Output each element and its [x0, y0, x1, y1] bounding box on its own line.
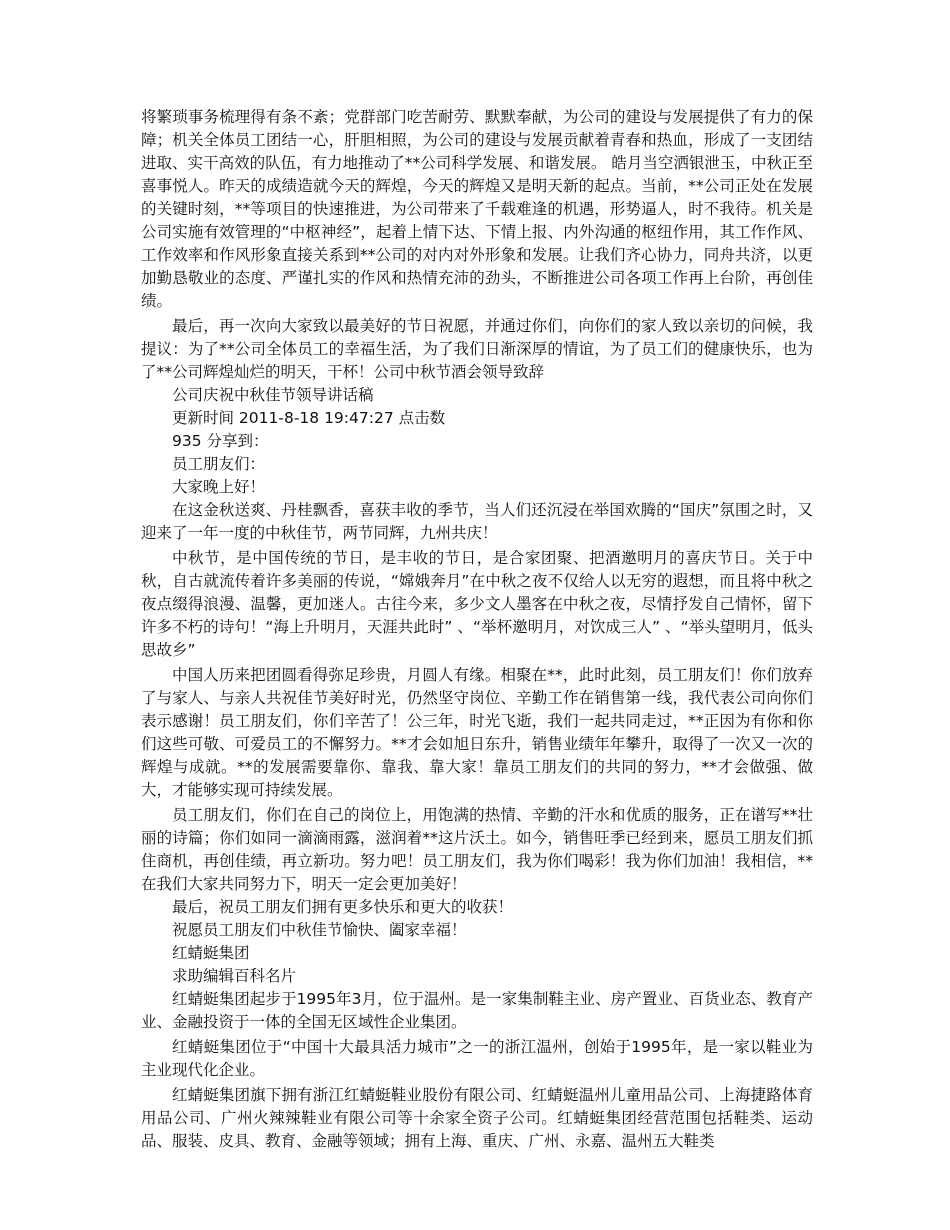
- share-line: 935 分享到：: [172, 432, 269, 450]
- speech-title: 公司庆祝中秋佳节领导讲话稿: [172, 386, 374, 404]
- greeting: 大家晚上好！: [172, 478, 266, 496]
- paragraph-blessing: 祝愿员工朋友们中秋佳节愉快、阖家幸福！: [172, 921, 467, 939]
- update-time: 更新时间 2011-8-18 19:47:27 点击数: [172, 409, 446, 427]
- paragraph-employees: 员工朋友们，你们在自己的岗位上，用饱满的热情、辛勤的汗水和优质的服务，正在谱写**壮丽的诗篇；你们如同一滴滴雨露，滋润着**这片沃土。如今，销售旺季已经到来，愿员工朋友们抓住商机，再创佳绩，再立新功。努力吧！员工朋友们，我为你们喝彩！我为你们加油！我相信，**在我们大家共同努力下，明天一定会更加美好！: [141, 806, 813, 893]
- paragraph-reunion: 中国人历来把团圆看得弥足珍贵，月圆人有缘。相聚在**，此时此刻，员工朋友们！你们放弃了与家人、与亲人共祝佳节美好时光，仍然坚守岗位、辛勤工作在销售第一线，我代表公司向你们表示感谢！员工朋友们，你们辛苦了！公三年，时光飞逝，我们一起共同走过，**正因为有你和你们这些可敬、可爱员工的不懈努力。**才会如旭日东升，销售业绩年年攀升，取得了一次又一次的辉煌与成就。**的发展需要靠你、靠我、靠大家！靠员工朋友们的共同的努力，**才会做强、做大，才能够实现可持续发展。: [141, 666, 813, 799]
- paragraph-company-intro: 红蜻蜓集团起步于1995年3月，位于温州。是一家集制鞋主业、房产置业、百货业态、教育产业、金融投资于一体的全国无区域性企业集团。: [141, 990, 813, 1031]
- company-heading: 红蜻蜓集团: [172, 944, 250, 962]
- paragraph-company-location: 红蜻蜓集团位于“中国十大最具活力城市”之一的浙江温州，创始于1995年，是一家以鞋业为主业现代化企业。: [141, 1038, 813, 1079]
- paragraph-closing-toast: 最后，再一次向大家致以最美好的节日祝愿，并通过你们，向你们的家人致以亲切的问候，我提议：为了**公司全体员工的幸福生活，为了我们日渐深厚的情谊，为了员工们的健康快乐，也为了**公司辉煌灿烂的明天，干杯！公司中秋节酒会领导致辞: [141, 317, 813, 381]
- baike-line: 求助编辑百科名片: [172, 967, 297, 985]
- paragraph-autumn: 在这金秋送爽、丹桂飘香，喜获丰收的季节，当人们还沉浸在举国欢腾的“国庆”氛围之时，又迎来了一年一度的中秋佳节，两节同辉，九州共庆！: [141, 501, 813, 542]
- paragraph-mid-autumn: 中秋节，是中国传统的节日，是丰收的节日，是合家团聚、把酒邀明月的喜庆节日。关于中秋，自古就流传着许多美丽的传说，“嫦娥奔月”在中秋之夜不仅给人以无穷的遐想，而且将中秋之夜点缀得浪漫、温馨，更加迷人。古往今来，多少文人墨客在中秋之夜，尽情抒发自己情怀，留下许多不朽的诗句！“海上升明月，天涯共此时” 、“举杯邀明月，对饮成三人” 、“举头望明月，低头思故乡”: [141, 549, 813, 659]
- salutation: 员工朋友们：: [172, 455, 266, 473]
- paragraph-continuation: 将繁琐事务梳理得有条不紊；党群部门吃苦耐劳、默默奉献，为公司的建设与发展提供了有力的保障；机关全体员工团结一心，肝胆相照，为公司的建设与发展贡献着青春和热血，形成了一支团结进取、实干高效的队伍，有力地推动了**公司科学发展、和谐发展。 皓月当空洒银泄玉，中秋正至喜事悦人。昨天的成绩造就今天的辉煌，今天的辉煌又是明天新的起点。当前，**公司正处在发展的关键时刻，**等项目的快速推进，为公司带来了千载难逢的机遇，形势逼人，时不我待。机关是公司实施有效管理的“中枢神经”，起着上情下达、下情上报、内外沟通的枢纽作用，其工作作风、工作效率和作风形象直接关系到**公司的对内对外形象和发展。让我们齐心协力，同舟共济，以更加勤恳敬业的态度、严谨扎实的作风和热情充沛的劲头，不断推进公司各项工作再上台阶，再创佳绩。: [141, 108, 813, 310]
- paragraph-company-subsidiaries: 红蜻蜓集团旗下拥有浙江红蜻蜓鞋业股份有限公司、红蜻蜓温州儿童用品公司、上海捷路体育用品公司、广州火辣辣鞋业有限公司等十余家全资子公司。红蜻蜓集团经营范围包括鞋类、运动品、服装、皮具、教育、金融等领域；拥有上海、重庆、广州、永嘉、温州五大鞋类: [141, 1086, 813, 1150]
- paragraph-final-wish: 最后，祝员工朋友们拥有更多快乐和更大的收获！: [172, 898, 514, 916]
- document-body: [141, 106, 813, 1153]
